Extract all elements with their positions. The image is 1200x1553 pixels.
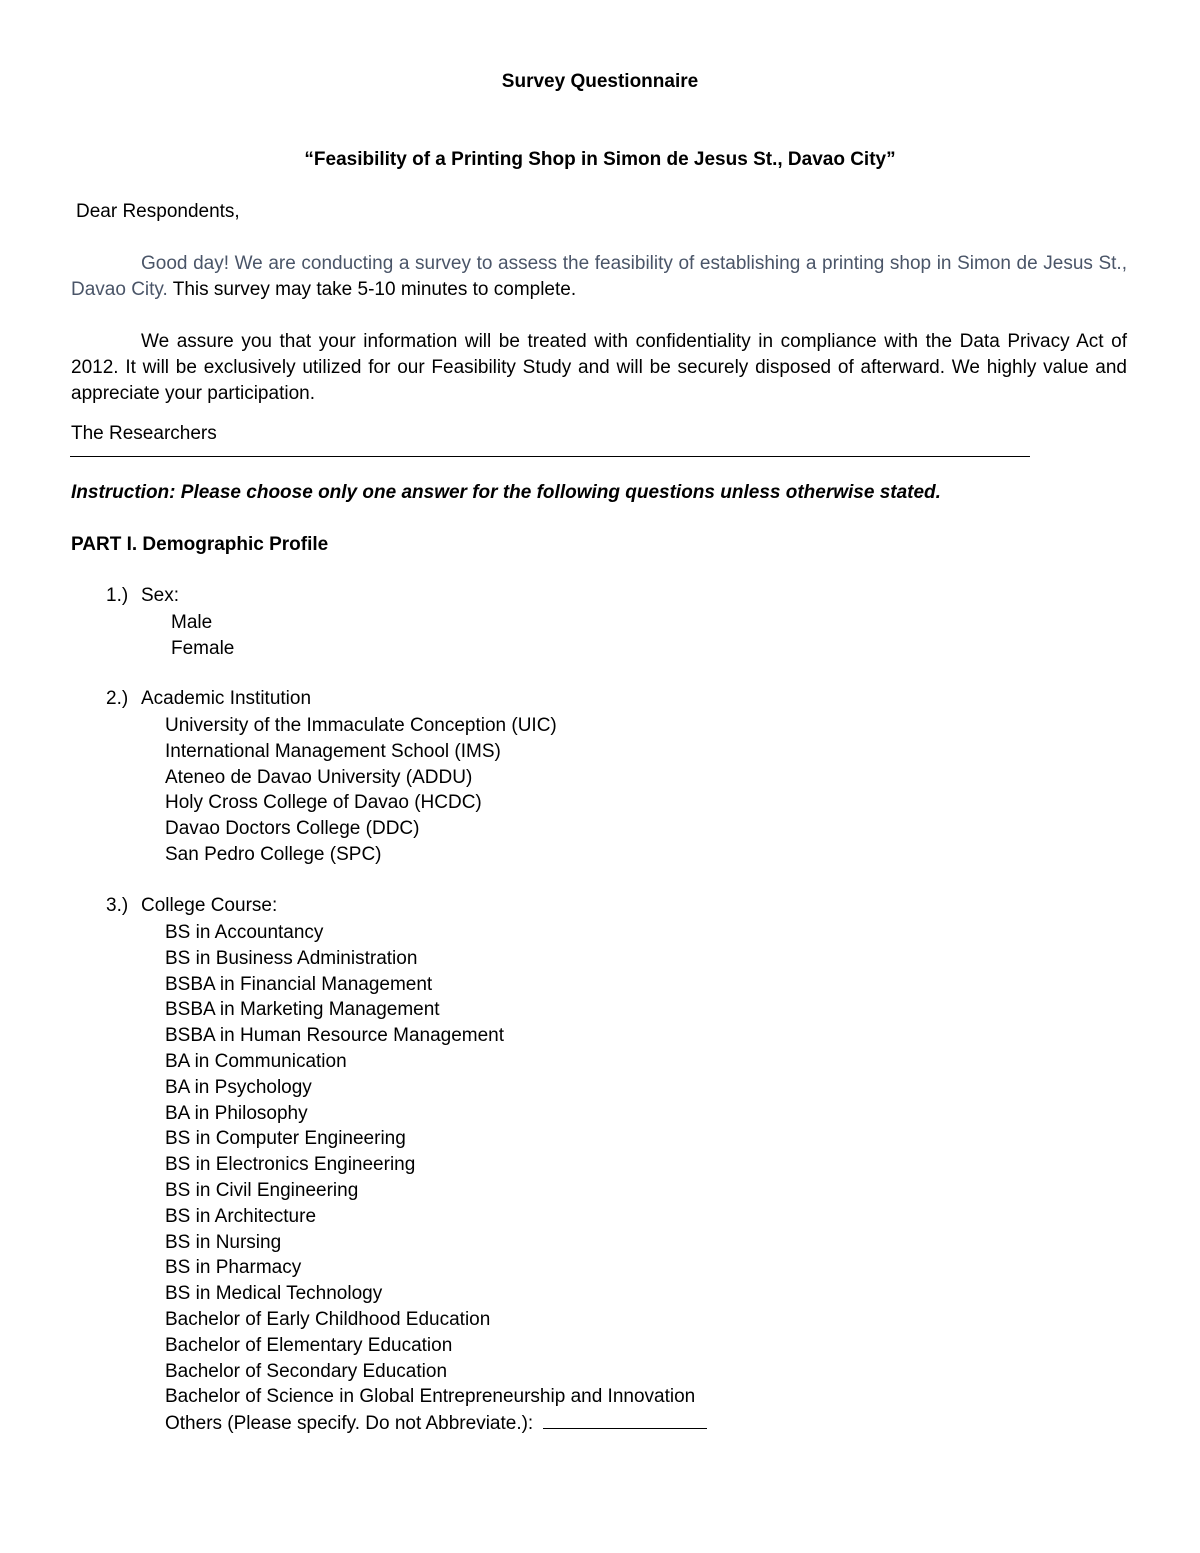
- question-label: Sex:: [141, 585, 180, 606]
- study-title: “Feasibility of a Printing Shop in Simon de Jesus St., Davao City”: [304, 149, 896, 170]
- question-number: 1.): [106, 585, 129, 606]
- option-course[interactable]: BS in Architecture: [165, 1205, 317, 1227]
- sex-options: [171, 610, 234, 662]
- question-academic-institution: [106, 688, 311, 710]
- option-others[interactable]: [165, 1410, 707, 1436]
- intro-purpose-text: Good day! We are conducting a survey to assess the feasibility of establishing a printing shop in Simon de Jesus St., Davao City.: [71, 253, 1127, 300]
- option-course[interactable]: BA in Philosophy: [165, 1102, 308, 1124]
- section-divider: [70, 456, 1030, 457]
- document-title: Survey Questionnaire: [501, 71, 699, 92]
- option-course[interactable]: BS in Accountancy: [165, 922, 324, 943]
- others-specify-blank[interactable]: [543, 1410, 707, 1429]
- institution-options: [165, 713, 557, 868]
- option-others-label: Others (Please specify. Do not Abbreviate.):: [165, 1413, 534, 1435]
- option-course[interactable]: BS in Nursing: [165, 1231, 282, 1253]
- option-course[interactable]: BS in Pharmacy: [165, 1257, 302, 1279]
- question-label: Academic Institution: [141, 688, 312, 709]
- option-course[interactable]: Bachelor of Secondary Education: [165, 1360, 448, 1382]
- question-number: 3.): [106, 895, 129, 916]
- question-sex: [106, 585, 179, 607]
- option-addu[interactable]: Ateneo de Davao University (ADDU): [165, 766, 473, 788]
- privacy-paragraph: [71, 329, 1127, 407]
- intro-paragraph: [71, 251, 1127, 303]
- option-course[interactable]: BSBA in Financial Management: [165, 973, 433, 995]
- course-options: [165, 920, 707, 1436]
- option-course[interactable]: BS in Electronics Engineering: [165, 1154, 416, 1176]
- option-course[interactable]: Bachelor of Elementary Education: [165, 1334, 453, 1356]
- option-spc[interactable]: San Pedro College (SPC): [165, 843, 382, 865]
- option-course[interactable]: BS in Medical Technology: [165, 1283, 383, 1305]
- greeting: Dear Respondents,: [76, 201, 240, 222]
- option-course[interactable]: BA in Psychology: [165, 1076, 312, 1098]
- option-course[interactable]: Bachelor of Science in Global Entrepreneurship and Innovation: [165, 1386, 696, 1408]
- part-title: PART I. Demographic Profile: [71, 534, 329, 555]
- option-course[interactable]: BS in Computer Engineering: [165, 1128, 406, 1150]
- option-male[interactable]: Male: [171, 612, 213, 633]
- option-uic[interactable]: University of the Immaculate Conception (UIC): [165, 715, 557, 736]
- question-college-course: [106, 895, 277, 917]
- signature: The Researchers: [71, 423, 217, 444]
- option-course[interactable]: Bachelor of Early Childhood Education: [165, 1308, 491, 1330]
- option-course[interactable]: BSBA in Human Resource Management: [165, 1025, 505, 1047]
- question-label: College Course:: [141, 895, 278, 916]
- option-course[interactable]: BA in Communication: [165, 1050, 347, 1072]
- privacy-text: We assure you that your information will be treated with confidentiality in compliance with the Data Privacy Act of 2012. It will be exclusively utilized for our Feasibility Study and will be securely disposed of afterward. We highly value and appreciate your participation.: [71, 331, 1127, 404]
- instruction-text: Instruction: Please choose only one answer for the following questions unless otherwise stated.: [71, 482, 941, 503]
- option-ddc[interactable]: Davao Doctors College (DDC): [165, 818, 420, 840]
- option-ims[interactable]: International Management School (IMS): [165, 740, 501, 762]
- option-hcdc[interactable]: Holy Cross College of Davao (HCDC): [165, 792, 482, 814]
- intro-duration-text: This survey may take 5-10 minutes to complete.: [167, 279, 577, 300]
- question-number: 2.): [106, 688, 129, 709]
- option-course[interactable]: BS in Business Administration: [165, 947, 418, 969]
- option-course[interactable]: BSBA in Marketing Management: [165, 999, 440, 1021]
- option-female[interactable]: Female: [171, 637, 235, 659]
- option-course[interactable]: BS in Civil Engineering: [165, 1179, 359, 1201]
